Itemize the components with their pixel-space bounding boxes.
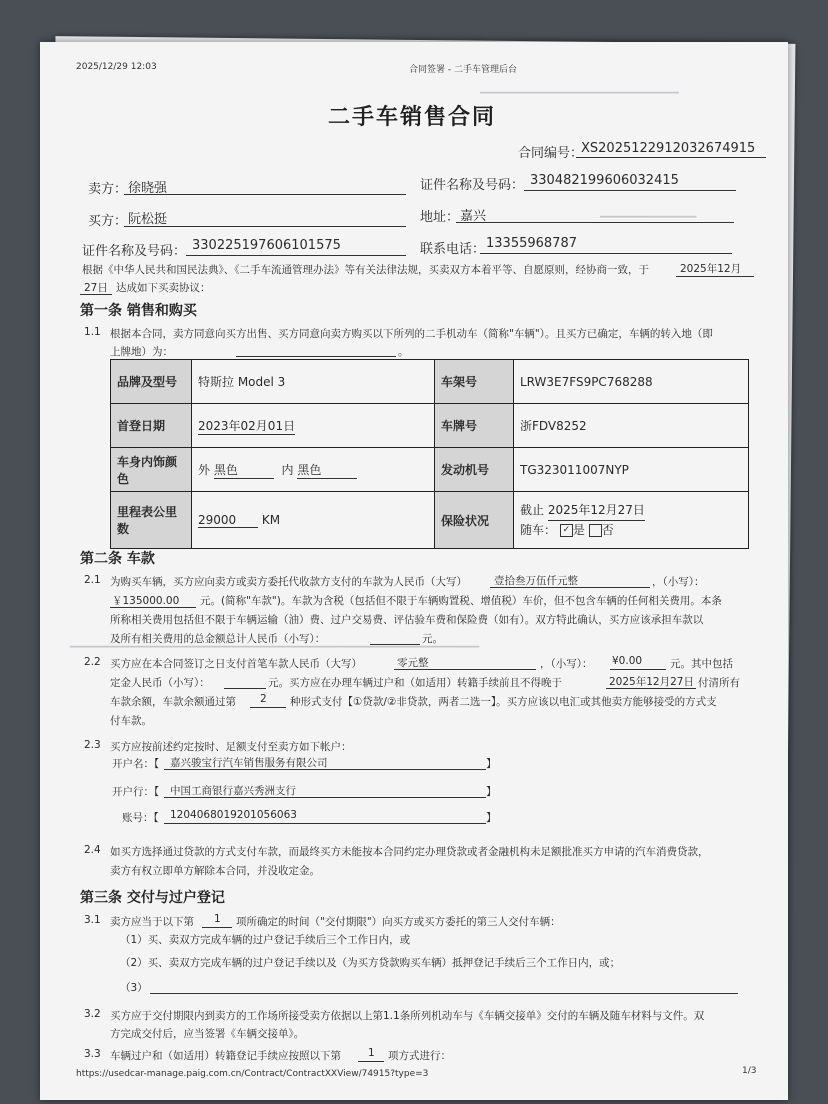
underline — [358, 1061, 384, 1062]
clause-2-2-text: 车款余额，车款余额通过第 — [110, 696, 236, 708]
seller-id-number: 330482199606032415 — [530, 173, 679, 188]
checkbox-no — [589, 524, 602, 537]
checkbox-yes: ✓ — [560, 524, 573, 537]
clause-3-2-text: 方完成交付后，应当签署《车辆交接单》。 — [110, 1028, 305, 1040]
phone-label: 联系电话： — [420, 242, 486, 257]
bracket-close: 】 — [486, 758, 497, 770]
clause-number: 3.1 — [84, 914, 101, 926]
mileage-label: 里程表公里数 — [111, 492, 192, 549]
clause-2-4-text: 卖方有权立即单方解除本合同，并没收定金。 — [110, 865, 320, 877]
underline — [524, 190, 736, 191]
clause-2-1-text: 元。(简称"车款")。车款为含税（包括但不限于车辆购置税、增值税）车价，但不包含车辆的任何相关费用。本条 — [200, 595, 722, 607]
brand-label: 品牌及型号 — [111, 360, 192, 404]
table-row — [111, 404, 749, 448]
clause-2-1-text: ，（小写）： — [652, 576, 705, 588]
payment-method: 2 — [260, 693, 267, 705]
payment-deadline: 2025年12月27日 — [609, 676, 694, 688]
bank-holder: 嘉兴骏宝行汽车销售服务有限公司 — [170, 757, 328, 769]
print-page-title: 合同签署 - 二手车管理后台 — [409, 65, 517, 75]
insurance-label: 保险状况 — [435, 492, 514, 549]
underline — [394, 669, 536, 670]
interior-color: 黑色 — [297, 461, 357, 479]
color-label: 车身内饰颜色 — [111, 448, 192, 492]
seller-id-label: 证件名称及号码： — [420, 178, 525, 193]
underline — [124, 194, 406, 195]
clause-2-1-text: 元。 — [422, 633, 443, 645]
underline — [110, 607, 196, 608]
insurance-value: 截止 2025年12月27日 随车： ✓ 是 否 — [514, 492, 749, 549]
color-value: 外 黑色 内 黑色 — [192, 448, 435, 492]
bleed-through-text: ━━━━━━━━━━━━━━━━ — [600, 212, 697, 223]
destination-blank — [236, 356, 396, 357]
bank-branch-label: 开户行：【 — [112, 786, 160, 798]
address: 嘉兴 — [460, 209, 487, 224]
print-datetime: 2025/12/29 12:03 — [76, 62, 157, 72]
table-row — [111, 448, 749, 492]
bracket-close: 】 — [486, 786, 497, 798]
plate-value: 浙FDV8252 — [514, 404, 749, 448]
underline — [576, 157, 766, 158]
underline — [164, 823, 486, 824]
clause-2-3-text: 买方应按前述约定按时、足额支付至卖方如下帐户： — [110, 741, 352, 753]
reg-date-value: 2023年02月01日 — [192, 404, 435, 448]
bank-account-label: 账号：【 — [122, 812, 159, 824]
table-row — [111, 492, 749, 549]
table-row — [111, 360, 749, 404]
clause-2-2-text: 种形式支付【①贷款/②非贷款，两者二选一】。买方应该以电汇或其他卖方能够接受的方式支 — [290, 696, 717, 708]
bank-holder-label: 开户名：【 — [112, 758, 160, 770]
underline — [164, 797, 486, 798]
buyer-label: 买方： — [88, 214, 128, 229]
bleed-through-text: ━━━━━━━━━━━━━━━━━━━━━━━━━━━━━━━━━━━━━━━━━━━━━━━━━━━━━━━━━━━━━━━━━━━━ — [70, 642, 480, 653]
contract-page — [40, 42, 788, 1100]
buyer-name: 阮松挺 — [128, 212, 168, 227]
clause-2-2-text: ，（小写）： — [540, 658, 593, 670]
buyer-id-number: 330225197606101575 — [192, 238, 341, 253]
bank-branch: 中国工商银行嘉兴秀洲支行 — [170, 785, 296, 797]
clause-3-1-text: 卖方应当于以下第 — [110, 916, 194, 928]
total-price-cn: 壹拾叁万伍仟元整 — [494, 575, 578, 587]
clause-number: 3.3 — [84, 1048, 101, 1060]
clause-number: 2.1 — [84, 574, 101, 586]
intro-text-end: 达成如下买卖协议： — [116, 282, 211, 294]
clause-2-2-text: 付清所有 — [698, 677, 740, 689]
reg-date-label: 首登日期 — [111, 404, 192, 448]
page-number: 1/3 — [742, 1066, 757, 1076]
print-url: https://usedcar-manage.paig.com.cn/Contract/ContractXXView/74915?type=3 — [76, 1069, 429, 1079]
clause-3-2-text: 买方应于交付期限内到卖方的工作场所接受卖方依据以上第1.1条所列机动车与《车辆交接单》交付的车辆及随车材料与文件。双 — [110, 1010, 705, 1022]
underline — [80, 294, 112, 295]
underline — [610, 669, 666, 670]
vehicle-table — [110, 359, 749, 549]
clause-2-2-text: 定金人民币（小写）： — [110, 677, 210, 689]
clause-number: 1.1 — [84, 326, 101, 338]
intro-date: 2025年12月 — [680, 263, 742, 275]
underline — [480, 253, 732, 254]
article-2-heading: 第二条 车款 — [80, 551, 155, 567]
clause-2-4-text: 如买方选择通过贷款的方式支付车款，而最终买方未能按本合同约定办理贷款或者金融机构未足额批准买方申请的汽车消费贷款， — [110, 846, 709, 858]
clause-2-1-text: 及所有相关费用的总金额总计人民币（小写）： — [110, 633, 326, 645]
vin-label: 车架号 — [435, 360, 514, 404]
transfer-option: 1 — [368, 1047, 375, 1059]
clause-1-1-text: 根据本合同，卖方同意向买方出售、买方同意向卖方购买以下所列的二手机动车（简称"车辆"）。且买方已确定，车辆的转入地（即 — [110, 328, 713, 340]
clause-2-1-text: 所称相关费用包括但不限于车辆运输（油）费、过户交易费、评估验车费和保险费（如有）。双方特此确认，买方应该承担车款以 — [110, 614, 704, 626]
clause-3-1-option-1: （1）买、卖双方完成车辆的过户登记手续后三个工作日内，或 — [120, 934, 411, 946]
contract-no: XS2025122912032674915 — [581, 141, 756, 156]
exterior-color: 黑色 — [214, 461, 274, 479]
bleed-through-text: ━━━━━━━━━━━━━━━━━━━━━━━━━━━━━━━━━ — [480, 88, 679, 99]
clause-3-3-text: 项方式进行： — [388, 1050, 451, 1062]
clause-3-1-text: 项所确定的时间（"交付期限"）向买方或买方委托的第三人交付车辆： — [236, 916, 561, 928]
contract-title: 二手车销售合同 — [328, 105, 497, 130]
clause-3-1-option-3: （3） — [120, 982, 148, 994]
address-label: 地址： — [420, 210, 460, 225]
first-payment-cn: 零元整 — [397, 657, 429, 669]
underline — [164, 769, 486, 770]
first-payment: ¥0.00 — [612, 655, 643, 667]
seller-label: 卖方： — [88, 182, 128, 197]
underline — [490, 587, 650, 588]
underline — [224, 688, 266, 689]
clause-3-3-text: 车辆过户和（如适用）转籍登记手续应按照以下第 — [110, 1050, 341, 1062]
bracket-close: 】 — [486, 812, 497, 824]
total-price: ￥135000.00 — [112, 595, 180, 607]
clause-3-1-option-2: （2）买、卖双方完成车辆的过户登记手续以及（为买方贷款购买车辆）抵押登记手续后三个工作日内，或； — [120, 957, 621, 969]
engine-value: TG323011007NYP — [514, 448, 749, 492]
underline — [186, 255, 406, 256]
punctuation: 。 — [398, 346, 409, 358]
clause-2-1-text: 为购买车辆，买方应向卖方或卖方委托代收款方支付的车款为人民币（大写） — [110, 576, 467, 588]
insurance-until: 2025年12月27日 — [548, 501, 645, 521]
clause-2-2-text: 元。其中包括 — [670, 658, 733, 670]
clause-1-1-text: 上牌地）为： — [110, 346, 173, 358]
underline — [250, 707, 286, 708]
seller-name: 徐晓强 — [128, 181, 168, 196]
clause-number: 2.4 — [84, 844, 101, 856]
underline — [606, 688, 696, 689]
underline — [202, 927, 232, 928]
intro-day: 27日 — [84, 282, 108, 294]
phone: 13355968787 — [486, 236, 577, 251]
clause-number: 2.3 — [84, 739, 101, 751]
underline — [124, 226, 406, 227]
engine-label: 发动机号 — [435, 448, 514, 492]
contract-no-label: 合同编号： — [518, 146, 584, 161]
underline — [370, 644, 420, 645]
clause-2-2-text: 买方应在本合同签订之日支付首笔车款人民币（大写） — [110, 658, 362, 670]
mileage-value: 29000 KM — [192, 492, 435, 549]
vin-value: LRW3E7FS9PC768288 — [514, 360, 749, 404]
article-3-heading: 第三条 交付与过户登记 — [80, 890, 225, 906]
brand-value: 特斯拉 Model 3 — [192, 360, 435, 404]
clause-2-2-text: 元。买方应在办理车辆过户和（如适用）转籍手续前且不得晚于 — [268, 677, 562, 689]
underline — [150, 993, 738, 994]
article-1-heading: 第一条 销售和购买 — [80, 303, 197, 319]
clause-number: 2.2 — [84, 656, 101, 668]
clause-number: 3.2 — [84, 1008, 101, 1020]
clause-2-2-text: 付车款。 — [110, 715, 152, 727]
plate-label: 车牌号 — [435, 404, 514, 448]
intro-text: 根据《中华人民共和国民法典》、《二手车流通管理办法》等有关法律法规，买卖双方本着平等、自愿原则，经协商一致，于 — [82, 264, 649, 276]
delivery-option: 1 — [214, 913, 221, 925]
underline — [676, 276, 754, 277]
buyer-id-label: 证件名称及号码： — [82, 244, 187, 259]
bank-account: 1204068019201056063 — [170, 809, 297, 821]
underline — [456, 222, 734, 223]
